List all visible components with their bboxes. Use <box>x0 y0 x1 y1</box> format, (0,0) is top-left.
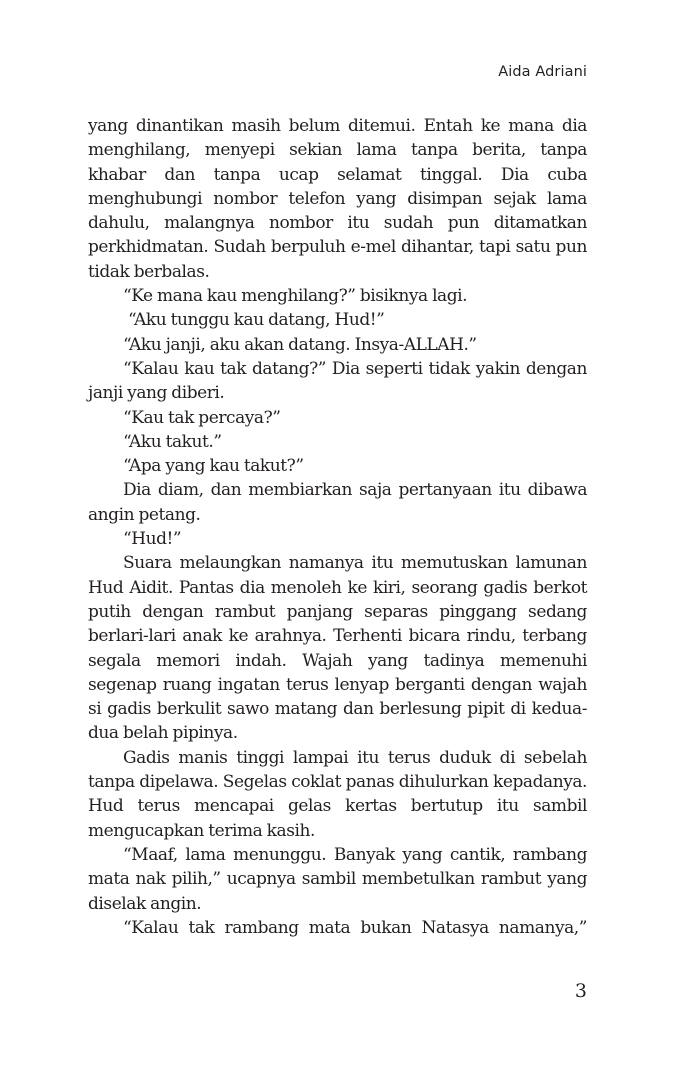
page-number: 3 <box>574 980 587 1002</box>
paragraph: “Aku janji, aku akan datang. Insya-ALLAH.” <box>123 334 477 355</box>
paragraph: “Kalau kau tak datang?” Dia seperti tidak yakin dengan janji yang diberi. <box>88 358 587 404</box>
running-header: Aida Adriani <box>498 64 587 80</box>
paragraph: “Kalau tak rambang mata bukan Natasya namanya,” <box>123 917 587 938</box>
body-text <box>88 114 587 940</box>
paragraph: “Maaf, lama menunggu. Banyak yang cantik, rambang mata nak pilih,” ucapnya sambil membetulkan rambut yang diselak angin. <box>88 844 587 914</box>
paragraph: “Aku tunggu kau datang, Hud!” <box>128 310 385 331</box>
paragraph: “Hud!” <box>123 529 182 550</box>
paragraph: Gadis manis tinggi lampai itu terus duduk di sebelah tanpa dipelawa. Segelas coklat panas dihulurkan kepadanya. Hud terus mencapai gelas kertas bertutup itu sambil mengucapkan terima kasih. <box>88 747 587 841</box>
paragraph: Dia diam, dan membiarkan saja pertanyaan itu dibawa angin petang. <box>88 480 587 525</box>
paragraph: yang dinantikan masih belum ditemui. Entah ke mana dia menghilang, menyepi sekian lama tanpa berita, tanpa khabar dan tanpa ucap selamat tinggal. Dia cuba menghubungi nombor telefon yang disimpan sejak lama dahulu, malangnya nombor itu sudah pun ditamatkan perkhidmatan. Sudah berpuluh e-mel dihantar, tapi satu pun tidak berbalas. <box>88 116 587 282</box>
paragraph: Suara melaungkan namanya itu memutuskan lamunan Hud Aidit. Pantas dia menoleh ke kiri, seorang gadis berkot putih dengan rambut panjang separas pinggang sedang berlari-lari anak ke arahnya. Terhenti bicara rindu, terbang segala memori indah. Wajah yang tadinya memenuhi segenap ruang ingatan terus lenyap berganti dengan wajah si gadis berkulit sawo matang dan berlesung pipit di kedua-dua belah pipinya. <box>88 553 587 744</box>
paragraph: “Kau tak percaya?” <box>123 407 281 428</box>
paragraph: “Ke mana kau menghilang?” bisiknya lagi. <box>123 286 468 307</box>
paragraph: “Apa yang kau takut?” <box>123 456 304 477</box>
paragraph: “Aku takut.” <box>123 431 222 452</box>
